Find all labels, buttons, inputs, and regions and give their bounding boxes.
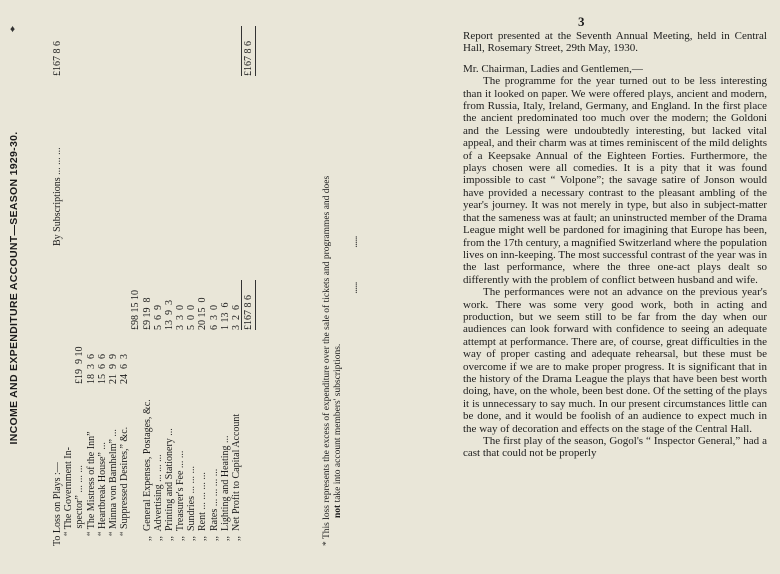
expenditure-label: ,, Rent ... ... ... ... [197, 472, 209, 546]
left-total [243, 295, 254, 330]
expenditure-subamount: 24 6 3 [119, 354, 131, 384]
expenditure-label: ,, Advertising ... ... ... [152, 454, 164, 546]
expenditure-row [153, 246, 164, 546]
expenditure-label: “ Heartbreak House” ... [96, 442, 108, 546]
expenditure-label: ,, Treasurer's Fee ... ... [175, 450, 187, 546]
left-total-rule [255, 280, 256, 330]
expenditure-row [209, 246, 220, 546]
expenditure-amount: £98 15 10 [130, 290, 142, 330]
page-number: 3 [578, 14, 585, 29]
expenditure-subamount: 15 6 6 [96, 354, 108, 384]
expenditure-label: “ The Government In- [63, 447, 75, 546]
expenditure-amount: 13 9 3 [163, 300, 175, 330]
expenditure-amount: £9 19 8 [141, 297, 153, 330]
report-salutation: Mr. Chairman, Ladies and Gentlemen,— [463, 62, 643, 75]
expenditure-row [186, 246, 197, 546]
right-total-value: £167 8 6 [243, 41, 254, 76]
expenditure-label: ,, General Expenses, Postages, &c. [141, 399, 153, 546]
expenditure-label: “ The Mistress of the Inn” [85, 431, 97, 546]
expenditure-label: ,, Lighting and Heating ... [219, 435, 231, 546]
report-heading: Report presented at the Seventh Annual Meeting, held in Central Hall, Rosemary Street, 29th May, 1930. [463, 30, 767, 55]
account-title: INCOME AND EXPENDITURE ACCOUNT—SEASON 1929-30. [8, 131, 20, 445]
expenditure-row [164, 246, 175, 546]
report-text [463, 30, 767, 460]
expenditure-amount: 3 2 6 [231, 305, 242, 330]
expenditure-label: ,, Rates ... ... ... ... [208, 468, 220, 546]
expenditure-amount: 1 13 6 [219, 302, 231, 330]
expenditure-label: To Loss on Plays :— [52, 462, 63, 546]
account-footnote [322, 106, 344, 546]
report-paragraph-1: The programme for the year turned out to be less interesting than it looked on paper. We were offered plays, ancient and modern, from Russia, Italy, Ireland, Germany, and England. In the first place the ancient predominated too much over the modern; the Goldoni and the Lessing were undoubtedly interesting, but lacked vital appeal, and their charm was at times reminiscent of the mild delights of a Keepsake Annual of the Eighteen Forties. Furthermore, the plays chosen were all comedies. It is a pity that it was found impossible to cast “ Volpone”; the savage satire of Jonson would have provided a necessary contrast to the pleasant ambling of the year's journey. It was not merely in type, but also in subject-matter that the sameness was at fault; an uninstructed member of the Drama League might well be pardoned for imagining that Europe has been, from the 17th century, a magnified Switzerland where the population lives on inn-keeping. The most successful contrast of the year was in the last performance, where the three one-act plays dealt so differently with the problem of conflict between husband and wife. [463, 75, 767, 286]
expenditure-subamount: £19 9 10 [74, 346, 86, 384]
footnote-line-1: * This loss represents the excess of expenditure over the sale of tickets and programmes and does [322, 175, 332, 546]
expenditure-row [63, 246, 74, 546]
expenditure-row [142, 246, 153, 546]
report-paragraph-3: The first play of the season, Gogol's “ Inspector General,” had a cast that could not be properly [463, 435, 767, 460]
expenditure-row [97, 246, 108, 546]
expenditure-column [52, 246, 242, 546]
footnote-line-2-text: take into account members' subscriptions. [333, 343, 343, 505]
right-total-rule [241, 26, 242, 76]
expenditure-amount: 20 15 0 [197, 297, 209, 330]
expenditure-row [197, 246, 208, 546]
expenditure-row [119, 246, 130, 546]
subscriptions-amount: £167 8 6 [52, 41, 63, 76]
expenditure-label: ,, Sundries ... ... ... [186, 466, 198, 546]
expenditure-subamount: 18 3 6 [85, 354, 97, 384]
income-column [52, 26, 63, 246]
binding-mark: ⸽ [355, 237, 358, 248]
subscriptions-label: By Subscriptions ... ... ... [52, 147, 63, 246]
expenditure-row [52, 246, 63, 546]
expenditure-row [130, 246, 141, 546]
expenditure-amount: 5 0 0 [186, 305, 198, 330]
footnote-line-2 [333, 106, 344, 546]
stray-mark: ♦ [10, 24, 16, 35]
right-total-rule [255, 26, 256, 76]
expenditure-row [86, 246, 97, 546]
expenditure-label: ,, Printing and Stationery ... [163, 428, 175, 546]
footnote-bold-word: not [333, 504, 343, 518]
subscriptions-row [52, 26, 63, 246]
binding-mark: ⸽ [355, 283, 358, 294]
expenditure-label: spector” ... ... ... [74, 465, 86, 546]
account-rotated-sheet [8, 10, 388, 566]
expenditure-label: ,, Net Profit to Capital Account [231, 413, 242, 546]
report-paragraph-2: The performances were not an advance on the previous year's work. There was some very good work, both in acting and production, but we seem still to be far from the day when our audiences can look forward with confidence to seeing an adequate attempt at performance. There are, of course, great difficulties in the way of proper casting and adequate rehearsal, but these must be overcome if we are to make proper progress. It is significant that in the history of the Drama League the plays that have been best worth doing, have, on the whole, been best done. Of the setting of the plays it is unnecessary to say much. In our present circumstances little can be done, and it would be foolish of an audience to expect much in the way of decoration and effects on the stage of the Central Hall. [463, 286, 767, 435]
expenditure-label: “ Suppressed Desires,” &c. [119, 426, 131, 546]
expenditure-row [108, 246, 119, 546]
left-total-value: £167 8 6 [243, 295, 254, 330]
expenditure-row [175, 246, 186, 546]
report-page [448, 0, 780, 574]
left-total-rule [241, 280, 242, 330]
expenditure-row [220, 246, 231, 546]
expenditure-amount: 5 6 9 [152, 305, 164, 330]
right-total [243, 41, 254, 76]
expenditure-subamount: 21 9 9 [107, 354, 119, 384]
expenditure-row [74, 246, 85, 546]
expenditure-label: “ Minna von Barnhelm” ... [107, 429, 119, 546]
expenditure-amount: 6 3 0 [208, 305, 220, 330]
expenditure-amount: 3 3 0 [175, 305, 187, 330]
